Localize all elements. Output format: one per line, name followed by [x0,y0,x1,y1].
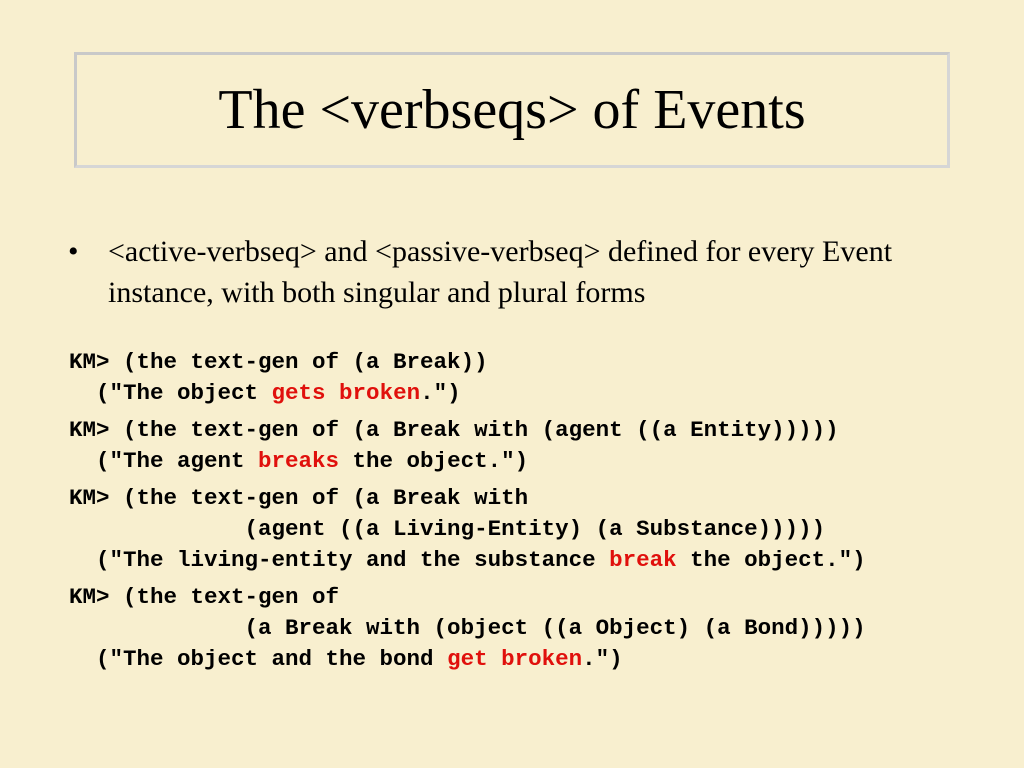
code-block [69,582,866,675]
code-command-line [69,347,866,378]
bullet-text: <active-verbseq> and <passive-verbseq> defined for every Event instance, with both singular and plural forms [108,235,893,309]
code-text: the object.") [339,448,529,474]
highlighted-verb: gets broken [271,380,421,406]
code-output-line [69,644,866,675]
code-text: .") [420,380,461,406]
code-command-line [69,415,866,446]
code-text: ("The living-entity and the substance [69,547,610,573]
code-text: KM> (the text-gen of [69,584,340,610]
code-output-line [69,446,866,477]
code-command-line [69,582,866,613]
code-output-line [69,545,866,576]
title-box [74,52,950,168]
code-block [69,483,866,576]
code-output-line [69,378,866,409]
code-examples [69,347,866,675]
code-block [69,415,866,477]
code-text: ("The agent [69,448,259,474]
code-command-line [69,483,866,514]
code-text: KM> (the text-gen of (a Break)) [69,349,488,375]
code-text: (agent ((a Living-Entity) (a Substance))))) [69,516,826,542]
highlighted-verb: breaks [258,448,340,474]
code-text: ("The object [69,380,272,406]
code-text: .") [582,646,623,672]
code-text: KM> (the text-gen of (a Break with (agent ((a Entity))))) [69,417,839,443]
highlighted-verb: get broken [447,646,583,672]
code-block [69,347,866,409]
code-continuation-line [69,514,866,545]
code-continuation-line [69,613,866,644]
code-text: KM> (the text-gen of (a Break with [69,485,529,511]
code-text: (a Break with (object ((a Object) (a Bond))))) [69,615,866,641]
code-text: ("The object and the bond [69,646,448,672]
bullet-marker: • [68,235,79,268]
highlighted-verb: break [609,547,677,573]
code-text: the object.") [676,547,866,573]
slide-title: The <verbseqs> of Events [218,79,806,141]
